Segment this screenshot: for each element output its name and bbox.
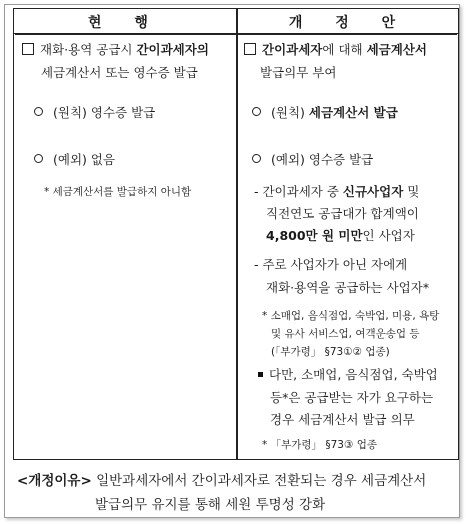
- circle-bullet-icon: [252, 107, 261, 116]
- proposed-footnote2: * 「부가령」 §73③ 업종: [262, 439, 378, 451]
- proposed-sub2-line1: - 주로 사업자가 아닌 자에게: [254, 257, 408, 272]
- checkbox-square-icon: [244, 43, 256, 55]
- revision-reason-line2: 발급의무 유지를 통해 세원 투명성 강화: [95, 497, 326, 513]
- proposed-sub3-line3: 경우 세금계산서 발급 의무: [270, 412, 415, 427]
- proposed-footnote1-line2: 및 유사 서비스업, 여객운송업 등: [271, 328, 420, 340]
- revision-reason: [17, 469, 426, 517]
- revision-reason-label: <개정이유>: [17, 473, 92, 489]
- proposed-sub2-line2: 재화·용역을 공급하는 사업자*: [266, 280, 430, 295]
- checkbox-square-icon: [22, 43, 34, 55]
- proposed-sub3-line1: 다만, 소매업, 음식점업, 숙박업: [258, 367, 438, 383]
- current-exception: (예외) 없음: [34, 152, 115, 168]
- table-header-row: [14, 9, 458, 34]
- proposed-principle: (원칙) 세금계산서 발급: [252, 105, 398, 121]
- header-current: 현 행: [88, 15, 162, 31]
- column-divider: [236, 9, 238, 459]
- current-item-line1: 재화·용역 공급시 간이과세자의: [22, 42, 209, 58]
- square-bullet-icon: [258, 372, 263, 377]
- revision-reason-line1: 일반과세자에서 간이과세자로 전환되는 경우 세금계산서: [91, 473, 427, 489]
- proposed-footnote1-line1: * 소매업, 음식점업, 숙박업, 미용, 욕탕: [262, 310, 440, 322]
- circle-bullet-icon: [252, 154, 261, 163]
- circle-bullet-icon: [34, 107, 43, 116]
- proposed-footnote1-line3: (「부가령」 §73①② 업종): [271, 346, 390, 358]
- current-note: * 세금계산서를 발급하지 아니함: [44, 186, 192, 198]
- proposed-sub1-line2: 직전연도 공급대가 합계액이: [266, 206, 419, 221]
- current-principle: (원칙) 영수증 발급: [34, 105, 155, 121]
- current-item-line2: 세금계산서 또는 영수증 발급: [41, 65, 198, 80]
- proposed-item-line2: 발급의무 부여: [260, 65, 337, 80]
- proposed-exception: (예외) 영수증 발급: [252, 152, 373, 168]
- proposed-sub1-line3: 4,800만 원 미만인 사업자: [266, 228, 415, 243]
- proposed-sub1-line1: - 간이과세자 중 신규사업자 및: [254, 184, 420, 199]
- document-frame: [4, 4, 460, 518]
- proposed-item-line1: 간이과세자에 대해 세금계산서: [244, 42, 427, 58]
- proposed-sub3-line2: 등*은 공급받는 자가 요구하는: [270, 390, 434, 405]
- header-proposed: 개 정 안: [288, 15, 410, 31]
- circle-bullet-icon: [34, 154, 43, 163]
- comparison-table: [13, 8, 459, 460]
